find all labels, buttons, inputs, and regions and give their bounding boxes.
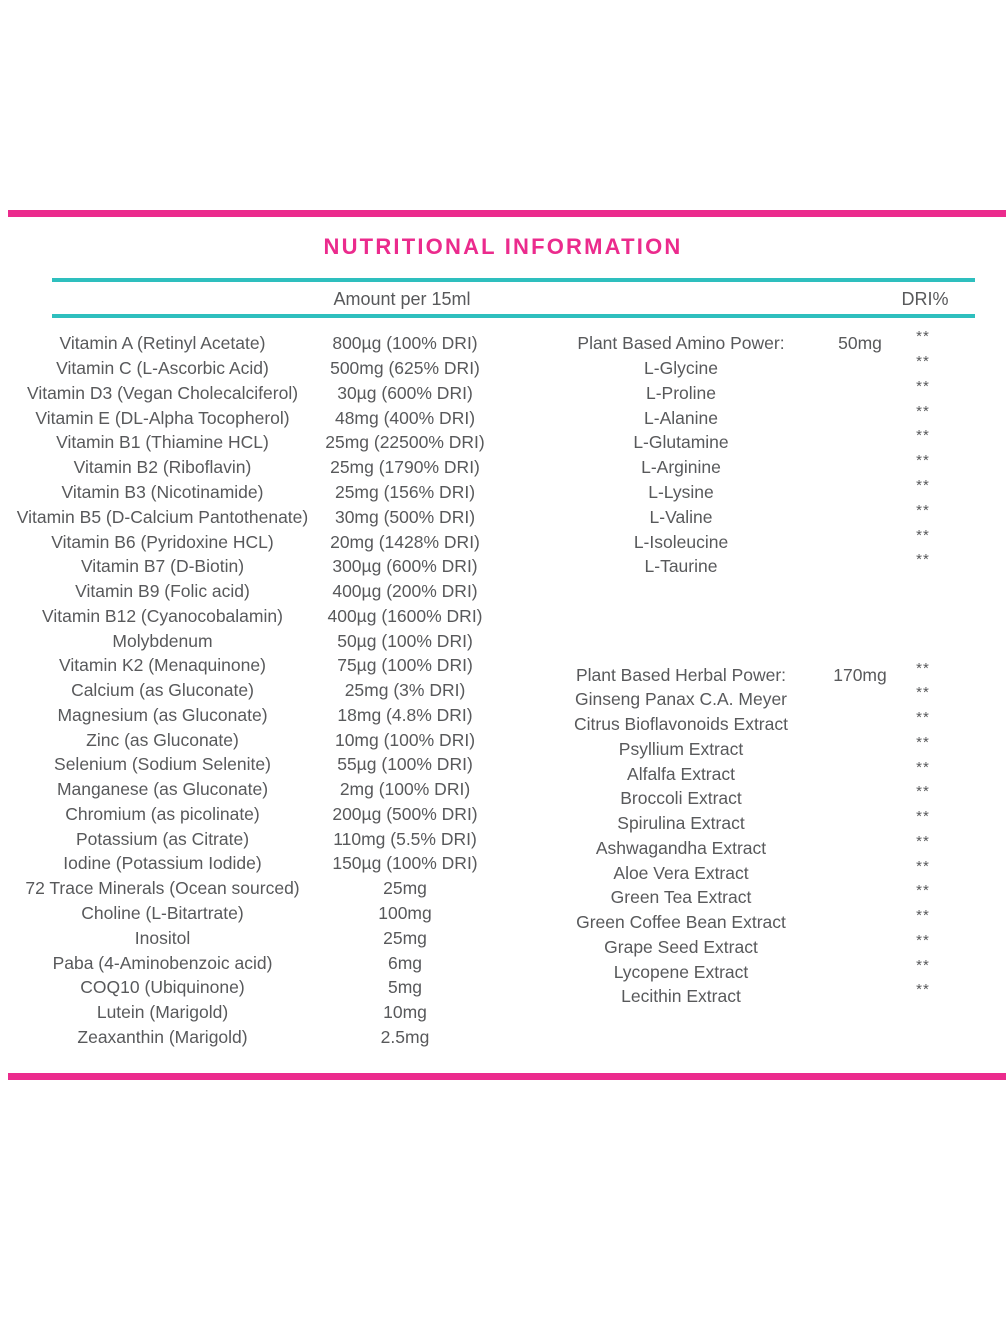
nutrient-label: Lutein (Marigold) [96,1002,229,1023]
nutrient-amount: 48mg (400% DRI) [334,407,476,428]
nutrients-table-left [0,332,485,1050]
nutrients-table-right [520,328,946,1010]
nutrient-amount: 500mg (625% DRI) [330,358,480,379]
table-row [520,783,946,811]
dri-asterisks: ** [916,377,930,395]
dri-asterisks: ** [916,353,930,371]
table-row [520,659,946,688]
dri-asterisks: ** [916,783,930,801]
table-row [520,907,946,935]
ingredient-label: Green Coffee Bean Extract [576,912,786,933]
dri-asterisks: ** [916,452,930,470]
nutrient-label: COQ10 (Ubiquinone) [80,977,245,998]
ingredient-label: Alfalfa Extract [627,763,735,784]
table-row [520,476,946,505]
table-row [0,951,485,976]
table-row [520,452,946,480]
table-row [520,832,946,861]
nutrient-label: Potassium (as Citrate) [75,828,250,849]
table-row [520,882,946,911]
dri-asterisks: ** [916,501,930,519]
ingredient-label: L-Arginine [641,457,721,478]
nutrient-amount: 25mg (3% DRI) [344,680,466,701]
dri-asterisks: ** [916,709,930,727]
table-row [0,802,485,827]
table-row [0,406,485,431]
ingredient-label: Ginseng Panax C.A. Meyer [574,689,788,710]
ingredient-label: L-Lysine [648,481,714,502]
dri-asterisks: ** [916,476,930,494]
ingredient-label: L-Glutamine [633,432,729,453]
table-row [0,579,485,604]
header-rule-top [52,278,975,282]
ingredient-label: Grape Seed Extract [604,936,758,957]
ingredient-label: L-Isoleucine [633,531,729,552]
table-row [0,827,485,852]
nutrient-label: Vitamin B6 (Pyridoxine HCL) [51,531,274,552]
nutrient-label: Zinc (as Gluconate) [86,729,239,750]
dri-asterisks: ** [916,684,930,702]
nutrient-amount: 25mg (1790% DRI) [330,457,480,478]
amino-power-group [520,328,946,580]
nutrient-amount: 2.5mg [380,1026,430,1047]
ingredient-amount: 170mg [833,664,887,685]
nutrient-amount: 50µg (100% DRI) [337,630,473,651]
nutrient-amount: 18mg (4.8% DRI) [337,704,473,725]
nutrient-amount: 400µg (200% DRI) [332,581,478,602]
dri-asterisks: ** [916,733,930,751]
column-header-dri: DRI% [901,289,949,309]
nutrient-label: Vitamin C (L-Ascorbic Acid) [56,358,269,379]
herbal-power-group [520,659,946,1010]
ingredient-label: L-Valine [649,506,713,527]
nutrient-label: Chromium (as picolinate) [65,803,260,824]
dri-asterisks: ** [916,402,930,420]
header-rule-bottom [52,314,975,318]
dri-asterisks: ** [916,551,930,569]
ingredient-label: Plant Based Herbal Power: [575,664,787,685]
nutrient-amount: 30mg (500% DRI) [334,506,476,527]
table-row [0,926,485,951]
nutrient-amount: 10mg (100% DRI) [334,729,476,750]
page-title: NUTRITIONAL INFORMATION [323,234,683,259]
ingredient-amount: 50mg [838,333,882,354]
ingredient-label: Aloe Vera Extract [613,862,749,883]
nutrient-label: Vitamin B1 (Thiamine HCL) [56,432,269,453]
table-row [0,505,485,530]
nutrient-amount: 100mg [378,902,432,923]
table-row [520,427,946,456]
dri-asterisks: ** [916,758,930,776]
table-row [520,551,946,579]
dri-asterisks: ** [916,526,930,544]
table-row [520,758,946,787]
dri-asterisks: ** [916,808,930,826]
nutrient-label: Inositol [134,927,191,948]
dri-asterisks: ** [916,882,930,900]
dri-asterisks: ** [916,931,930,949]
table-row [0,554,485,579]
dri-asterisks: ** [916,832,930,850]
nutrient-amount: 20mg (1428% DRI) [330,531,480,552]
table-row [520,956,946,985]
nutrient-label: Vitamin B9 (Folic acid) [75,581,250,602]
table-row [0,530,485,555]
nutrient-label: Selenium (Sodium Selenite) [54,754,271,775]
table-row [0,653,485,678]
table-row [520,526,946,555]
dri-asterisks: ** [916,981,930,999]
table-row [0,332,485,357]
ingredient-label: Ashwagandha Extract [595,837,767,858]
ingredient-label: Broccoli Extract [620,788,742,809]
nutrient-amount: 75µg (100% DRI) [337,655,473,676]
nutrient-amount: 800µg (100% DRI) [332,333,478,354]
dri-asterisks: ** [916,427,930,445]
ingredient-label: L-Proline [645,382,717,403]
nutrient-label: Vitamin B12 (Cyanocobalamin) [42,605,283,626]
ingredient-label: L-Alanine [644,407,718,428]
nutrient-amount: 30µg (600% DRI) [337,382,473,403]
table-row [520,684,946,712]
table-row [520,353,946,381]
table-row [0,728,485,753]
nutrient-amount: 25mg (156% DRI) [334,481,476,502]
table-row [0,777,485,802]
nutrient-amount: 25mg [383,927,427,948]
nutrient-label: Vitamin K2 (Menaquinone) [59,655,266,676]
ingredient-label: L-Glycine [644,358,718,379]
nutrient-amount: 150µg (100% DRI) [332,853,478,874]
nutrient-amount: 55µg (100% DRI) [337,754,473,775]
table-row [520,981,946,1010]
nutrient-amount: 2mg (100% DRI) [339,779,471,800]
table-row [0,480,485,505]
table-row [520,857,946,886]
dri-asterisks: ** [916,659,930,677]
table-row [520,402,946,431]
table-row [0,1000,485,1025]
table-row [0,975,485,1000]
nutrient-label: Paba (4-Aminobenzoic acid) [52,952,273,973]
table-row [520,501,946,530]
table-row [520,709,946,737]
table-row [0,1025,485,1050]
dri-asterisks: ** [916,907,930,925]
table-row [0,356,485,381]
table-row [0,455,485,480]
ingredient-label: Psyllium Extract [618,738,744,759]
table-row [520,931,946,960]
table-row [0,678,485,703]
nutrient-label: Choline (L-Bitartrate) [81,902,244,923]
ingredient-label: Spirulina Extract [617,813,745,834]
group-spacer [520,579,946,663]
bottom-divider-bar [8,1073,1006,1080]
nutrient-label: Vitamin B7 (D-Biotin) [80,556,245,577]
nutrient-amount: 25mg (22500% DRI) [325,432,485,453]
nutrient-amount: 5mg [387,977,423,998]
nutrient-amount: 300µg (600% DRI) [332,556,478,577]
nutrient-label: Vitamin B3 (Nicotinamide) [61,481,264,502]
nutrient-label: Magnesium (as Gluconate) [57,704,268,725]
nutrient-label: 72 Trace Minerals (Ocean sourced) [25,878,300,899]
nutrient-label: Iodine (Potassium Iodide) [63,853,262,874]
table-row [0,604,485,629]
nutrient-label: Vitamin B2 (Riboflavin) [73,457,252,478]
table-row [0,852,485,877]
dri-asterisks: ** [916,857,930,875]
nutrient-amount: 6mg [387,952,423,973]
ingredient-label: Plant Based Amino Power: [577,333,785,354]
table-row [520,328,946,357]
nutrient-label: Manganese (as Gluconate) [56,779,269,800]
ingredient-label: Lycopene Extract [613,961,749,982]
table-row [0,876,485,901]
table-row [0,901,485,926]
nutrient-label: Vitamin D3 (Vegan Cholecalciferol) [26,382,299,403]
table-row [520,808,946,836]
nutrient-label: Vitamin E (DL-Alpha Tocopherol) [35,407,290,428]
nutrient-label: Zeaxanthin (Marigold) [77,1026,248,1047]
dri-asterisks: ** [916,956,930,974]
table-row [0,753,485,778]
table-row [0,703,485,728]
ingredient-label: Lecithin Extract [621,986,741,1007]
nutrient-amount: 10mg [383,1002,427,1023]
top-divider-bar [8,210,1006,217]
column-header-amount: Amount per 15ml [333,289,471,309]
ingredient-label: L-Taurine [644,556,718,577]
nutrient-amount: 400µg (1600% DRI) [327,605,483,626]
table-row [0,381,485,406]
nutrient-label: Molybdenum [112,630,213,651]
nutrient-amount: 110mg (5.5% DRI) [333,828,477,849]
nutrient-label: Vitamin A (Retinyl Acetate) [59,333,266,354]
table-row [520,733,946,762]
nutrient-amount: 200µg (500% DRI) [332,803,478,824]
ingredient-label: Green Tea Extract [610,887,752,908]
nutrient-amount: 25mg [383,878,427,899]
table-row [0,629,485,654]
table-row [520,377,946,406]
nutrient-label: Vitamin B5 (D-Calcium Pantothenate) [16,506,309,527]
ingredient-label: Citrus Bioflavonoids Extract [574,714,788,735]
dri-asterisks: ** [916,328,930,346]
table-row [0,431,485,456]
nutrient-label: Calcium (as Gluconate) [71,680,254,701]
